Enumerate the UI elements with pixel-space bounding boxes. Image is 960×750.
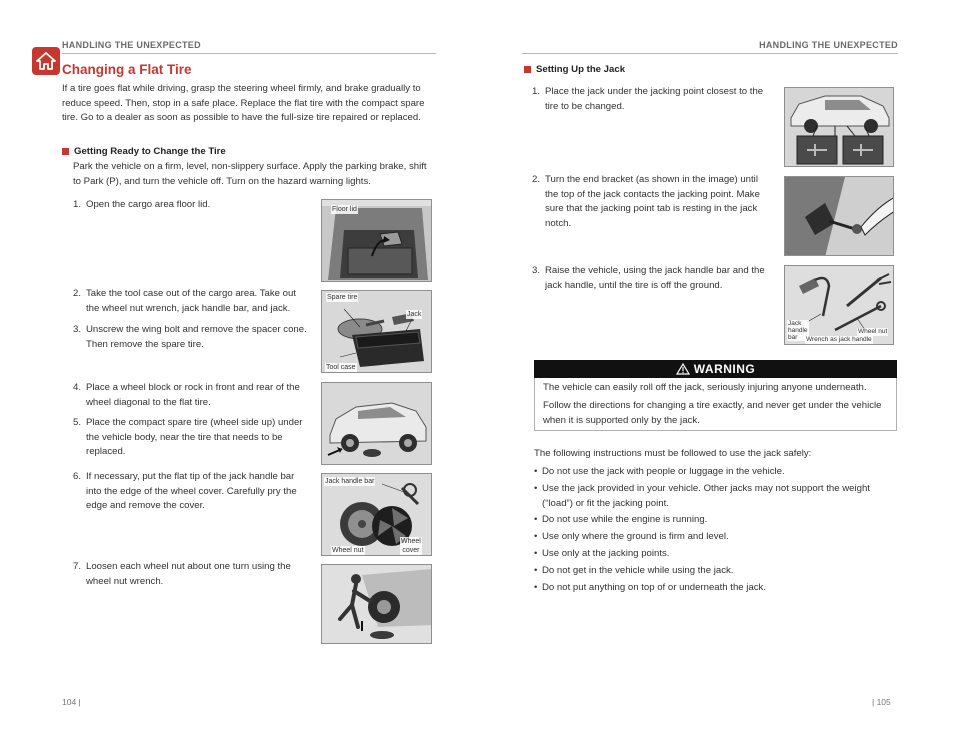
figure-label-wrench-as-jack-handle: Wrench as jack handle <box>806 336 872 343</box>
intro-paragraph: If a tire goes flat while driving, grasp the steering wheel firmly, and brake gradually to reduce speed. Then, stop in a safe place. Replace the flat tire with the compact spare tire. Go to a dealer as soon as possible to have the full-size tire repaired or replaced. <box>62 83 425 123</box>
step-item <box>532 264 768 293</box>
bullet-text: Do not use the jack with people or luggage in the vehicle. <box>542 466 785 477</box>
step-number: 3. <box>532 265 541 276</box>
section-marker <box>524 66 531 73</box>
bullet-item <box>534 513 894 528</box>
figure-loosen-nuts <box>321 564 432 644</box>
end-bracket-illustration <box>785 177 894 256</box>
step-item <box>73 287 308 316</box>
figure-tool-case <box>321 290 432 373</box>
page-title: Changing a Flat Tire <box>62 62 192 77</box>
figure-jacking-points <box>784 87 894 167</box>
bullet-item <box>534 530 894 545</box>
bullet-text: Use only at the jacking points. <box>542 548 670 559</box>
step-number: 3. <box>73 324 82 335</box>
figure-label-spare-tire: Spare tire <box>327 294 358 301</box>
step-item <box>73 381 308 410</box>
bullet-dot: • <box>534 548 538 559</box>
figure-wheel-cover <box>321 473 432 556</box>
step-item <box>73 470 308 514</box>
tool-case-illustration <box>322 291 432 373</box>
home-icon <box>36 52 56 70</box>
section-marker <box>62 148 69 155</box>
bullet-dot: • <box>534 483 538 494</box>
figure-label-floor-lid: Floor lid <box>332 206 357 213</box>
step-text: If necessary, put the flat tip of the jack handle bar into the edge of the wheel cover. Carefully pry the edge and remove the cover. <box>86 471 297 511</box>
step-text: Unscrew the wing bolt and remove the spacer cone. Then remove the spare tire. <box>86 324 307 350</box>
figure-label-wheel-nut: Wheel nut <box>332 547 364 554</box>
figure-cargo-floor-lid <box>321 199 432 282</box>
step-text: Raise the vehicle, using the jack handle bar and the jack handle, until the tire is off the ground. <box>545 265 765 291</box>
figure-label-jack-handle-bar: Jack handle bar <box>325 478 375 485</box>
instructions-intro: The following instructions must be followed to use the jack safely: <box>534 448 812 459</box>
section-heading <box>524 64 625 75</box>
page-number: | 105 <box>872 697 891 707</box>
figure-label-tool-case: Tool case <box>326 364 356 371</box>
section-intro: Park the vehicle on a firm, level, non-slippery surface. Apply the parking brake, shift to Park (P), and turn the vehicle off. Turn on the hazard warning lights. <box>73 161 427 187</box>
bullet-item <box>534 465 894 480</box>
step-text: Loosen each wheel nut about one turn using the wheel nut wrench. <box>86 561 291 587</box>
warning-line-2: Follow the directions for changing a tire exactly, and never get under the vehicle when it is supported only by the jack. <box>543 400 882 426</box>
bullet-dot: • <box>534 582 538 593</box>
figure-label-jack: Jack <box>407 311 422 318</box>
step-item <box>532 85 768 114</box>
bullet-dot: • <box>534 531 538 542</box>
bullet-text: Do not get in the vehicle while using the jack. <box>542 565 734 576</box>
warning-triangle-icon <box>676 363 690 375</box>
step-number: 6. <box>73 471 82 482</box>
bullet-item <box>534 581 894 596</box>
bullet-text: Do not use while the engine is running. <box>542 514 708 525</box>
step-text: Place the compact spare tire (wheel side up) under the vehicle body, near the tire that needs to be replaced. <box>86 417 303 457</box>
step-item <box>73 323 308 352</box>
figure-label-wheel-cover: Wheel cover <box>401 538 421 554</box>
running-head: HANDLING THE UNEXPECTED <box>62 40 201 50</box>
figure-label-jack-handle-bar: Jack handle bar <box>788 320 808 341</box>
figure-wheel-block <box>321 382 432 465</box>
step-text: Turn the end bracket (as shown in the image) until the top of the jack contacts the jacking point. Make sure that the jacking point tab is resting in the jack notch. <box>545 174 760 229</box>
figure-jack-handle <box>784 265 894 345</box>
person-wrench-illustration <box>322 565 432 644</box>
bullet-dot: • <box>534 565 538 576</box>
header-rule <box>62 53 436 54</box>
step-item <box>73 416 308 460</box>
bullet-item <box>534 564 894 579</box>
bullet-text: Do not put anything on top of or underneath the jack. <box>542 582 767 593</box>
step-text: Take the tool case out of the cargo area. Take out the wheel nut wrench, jack handle bar, and jack. <box>86 288 296 314</box>
step-text: Open the cargo area floor lid. <box>86 199 211 210</box>
bullet-item <box>534 547 894 562</box>
step-item <box>532 173 768 231</box>
warning-box <box>534 378 897 431</box>
step-number: 4. <box>73 382 82 393</box>
bullet-dot: • <box>534 514 538 525</box>
figure-end-bracket <box>784 176 894 256</box>
bullet-text: Use the jack provided in your vehicle. Other jacks may not support the weight (“load”) or fit the jacking point. <box>542 483 870 509</box>
warning-header <box>534 360 897 378</box>
step-text: Place a wheel block or rock in front and rear of the wheel diagonal to the flat tire. <box>86 382 300 408</box>
warning-line-1: The vehicle can easily roll off the jack, seriously injuring anyone underneath. <box>543 382 867 393</box>
step-number: 2. <box>73 288 82 299</box>
car-side-illustration <box>322 383 432 465</box>
home-button[interactable] <box>32 47 60 75</box>
step-number: 1. <box>73 199 82 210</box>
running-head: HANDLING THE UNEXPECTED <box>759 40 898 50</box>
step-item <box>73 560 308 589</box>
warning-title: WARNING <box>693 362 756 376</box>
step-item <box>73 198 308 213</box>
figure-label-wheel-nut: Wheel nut <box>858 328 888 335</box>
step-number: 2. <box>532 174 541 185</box>
step-text: Place the jack under the jacking point closest to the tire to be changed. <box>545 86 764 112</box>
jacking-points-illustration <box>785 88 894 167</box>
step-number: 7. <box>73 561 82 572</box>
bullet-dot: • <box>534 466 538 477</box>
bullet-text: Use only where the ground is firm and level. <box>542 531 729 542</box>
section-heading-text: Getting Ready to Change the Tire <box>74 146 226 157</box>
step-number: 5. <box>73 417 82 428</box>
page-number: 104 | <box>62 697 81 707</box>
section-heading-text: Setting Up the Jack <box>536 64 626 75</box>
step-number: 1. <box>532 86 541 97</box>
bullet-item <box>534 482 894 511</box>
section-heading <box>62 146 226 157</box>
header-rule <box>522 53 898 54</box>
